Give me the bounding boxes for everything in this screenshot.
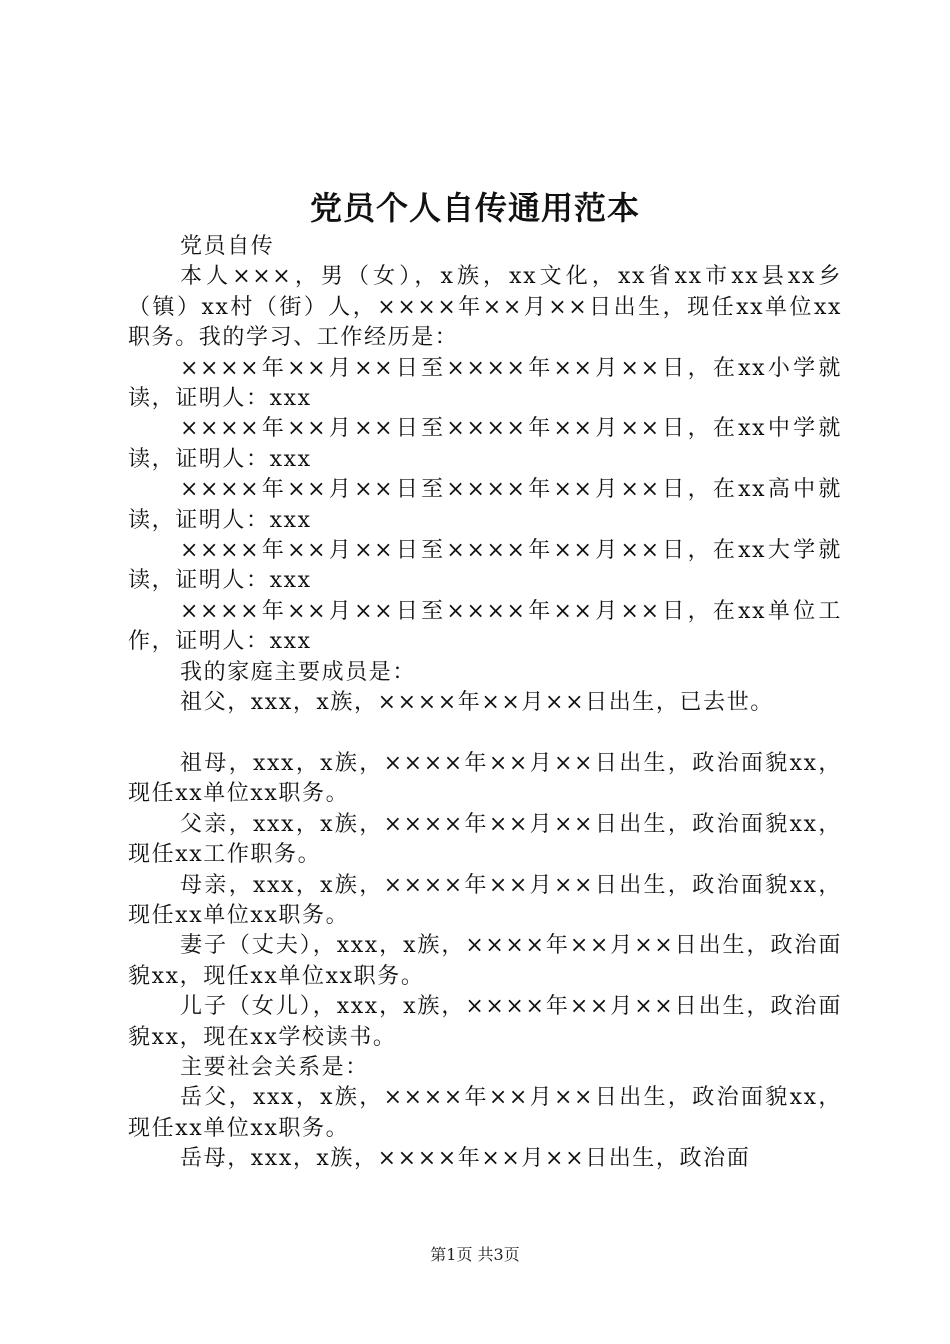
paragraph-family-grandmother: 祖母，xxx，x族，××××年××月××日出生，政治面貌xx，现任xx单位xx职务。 [128, 750, 842, 807]
paragraph-social-father-in-law: 岳父，xxx，x族，××××年××月××日出生，政治面貌xx，现任xx单位xx职务。 [128, 1085, 842, 1141]
paragraph-family-heading: 我的家庭主要成员是： [180, 659, 417, 685]
paragraph-social-mother-in-law: 岳母，xxx，x族，××××年××月××日出生，政治面 [180, 1146, 751, 1172]
paragraph-education-2: ××××年××月××日至××××年××月××日，在xx中学就读，证明人：xxx [128, 416, 842, 472]
paragraph-social-heading: 主要社会关系是： [180, 1054, 369, 1080]
paragraph-education-1: ××××年××月××日至××××年××月××日，在xx小学就读，证明人：xxx [128, 355, 842, 412]
document-title: 党员个人自传通用范本 [309, 189, 640, 227]
paragraph-intro: 本人×××，男（女），x族，xx文化，xx省xx市xx县xx乡（镇）xx村（街）人，××××年××月××日出生，现任xx单位xx职务。我的学习、工作经历是： [128, 264, 842, 351]
paragraph-family-father: 父亲，xxx，x族，××××年××月××日出生，政治面貌xx，现任xx工作职务。 [128, 811, 842, 868]
page-footer: 第1页 共3页 [430, 1245, 520, 1264]
paragraph-education-4: ××××年××月××日至××××年××月××日，在xx大学就读，证明人：xxx [128, 538, 842, 594]
document-body [128, 232, 842, 1175]
paragraph-work-1: ××××年××月××日至××××年××月××日，在xx单位工作，证明人：xxx [128, 598, 842, 655]
paragraph-family-spouse: 妻子（丈夫），xxx，x族，××××年××月××日出生，政治面貌xx，现任xx单位xx职务。 [128, 933, 842, 989]
paragraph-family-grandfather: 祖父，xxx，x族，××××年××月××日出生，已去世。 [180, 690, 774, 716]
paragraph-education-3: ××××年××月××日至××××年××月××日，在xx高中就读，证明人：xxx [128, 477, 842, 533]
paragraph-heading: 党员自传 [180, 234, 275, 259]
paragraph-family-mother: 母亲，xxx，x族，××××年××月××日出生，政治面貌xx，现任xx单位xx职务。 [128, 872, 842, 928]
paragraph-family-child: 儿子（女儿），xxx，x族，××××年××月××日出生，政治面貌xx，现在xx学校读书。 [128, 994, 842, 1050]
